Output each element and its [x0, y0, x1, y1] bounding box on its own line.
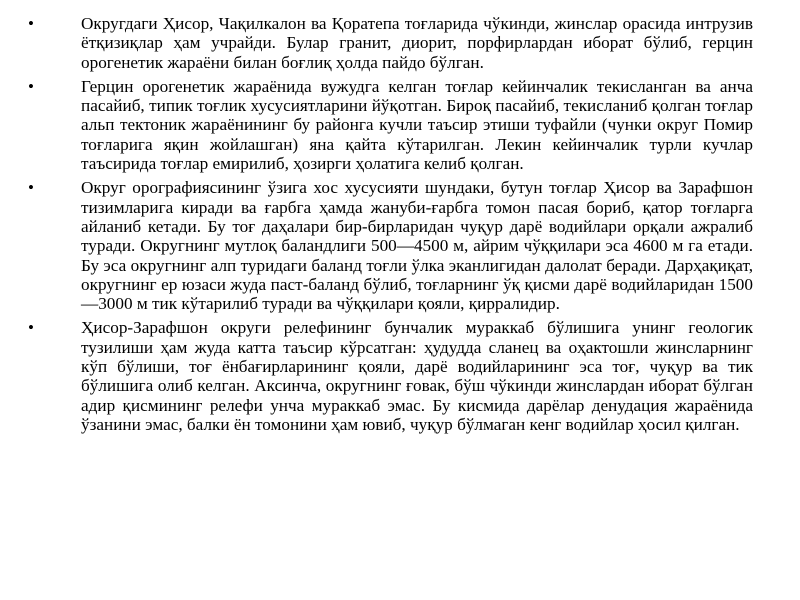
list-item: [26, 318, 753, 434]
list-item: [26, 178, 753, 313]
list-item: [26, 14, 753, 72]
bullet-icon: •: [28, 318, 34, 338]
list-item: [26, 77, 753, 173]
paragraph-text: Округ орографиясининг ўзига хос хусусияти шундаки, бутун тоғлар Ҳисор ва Зарафшон тизимларига киради ва ғарбга ҳамда жануби-ғарбга томон пасая бориб, қатор тоғларга айланиб кетади. Бу тоғ даҳалари бир-бирларидан чуқур дарё водийлари орқали ажралиб туради. Округнинг мутлоқ баландлиги 500—4500 м, айрим чўққилари эса 4600 м га етади. Бу эса округнинг алп туридаги баланд тоғли ўлка эканлигидан далолат беради. Дарҳақиқат, округнинг ер юзаси жуда паст-баланд бўлиб, тоғларнинг ўқ қисми дарё водийларидан 1500—3000 м тик кўтарилиб туради ва чўққилари қояли, қирралидир.: [81, 178, 753, 314]
bullet-icon: •: [28, 76, 34, 96]
bullet-icon: •: [28, 178, 34, 198]
bullet-icon: •: [28, 14, 34, 33]
paragraph-text: Округдаги Ҳисор, Чақилкалон ва Қоратепа тоғларида чўкинди, жинслар орасида интрузив ётқизиқлар ҳам учрайди. Булар гранит, диорит, порфирлардан иборат бўлиб, герцин орогенетик жараёни билан боғлиқ ҳолда пайдо бўлган.: [81, 14, 753, 72]
paragraph-text: Ҳисор-Зарафшон округи релефининг бунчалик мураккаб бўлишига унинг геологик тузилиши ҳам жуда катта таъсир кўрсатган: ҳудудда сланец ва оҳактошли жинсларнинг кўп бўлиши, тоғ ёнбағирларининг қояли, дарё водийларининг эса тоғ, чуқур ва тик бўлишига олиб келган. Аксинча, округнинг ғовак, бўш чўкинди жинслардан иборат бўлган адир қисмининг релефи унча мураккаб эмас. Бу кисмида дарёлар денудация жараёнида ўзанини эмас, балки ён томонини ҳам ювиб, чуқур бўлмаган кенг водийлар ҳосил қилган.: [81, 318, 753, 434]
paragraph-text: Герцин орогенетик жараёнида вужудга келган тоғлар кейинчалик текисланган ва анча пасайиб, типик тоғлик хусусиятларини йўқотган. Бироқ пасайиб, текисланиб қолган тоғлар альп тектоник жараёнининг бу районга кучли таъсир этиши туфайли (чунки округ Помир тоғларига яқин жойлашган) яна қайта кўтарилган. Лекин кейинчалик турли кучлар таъсирида тоғлар емирилиб, ҳозирги ҳолатига келиб қолган.: [81, 76, 753, 174]
bullet-list: [26, 14, 753, 434]
